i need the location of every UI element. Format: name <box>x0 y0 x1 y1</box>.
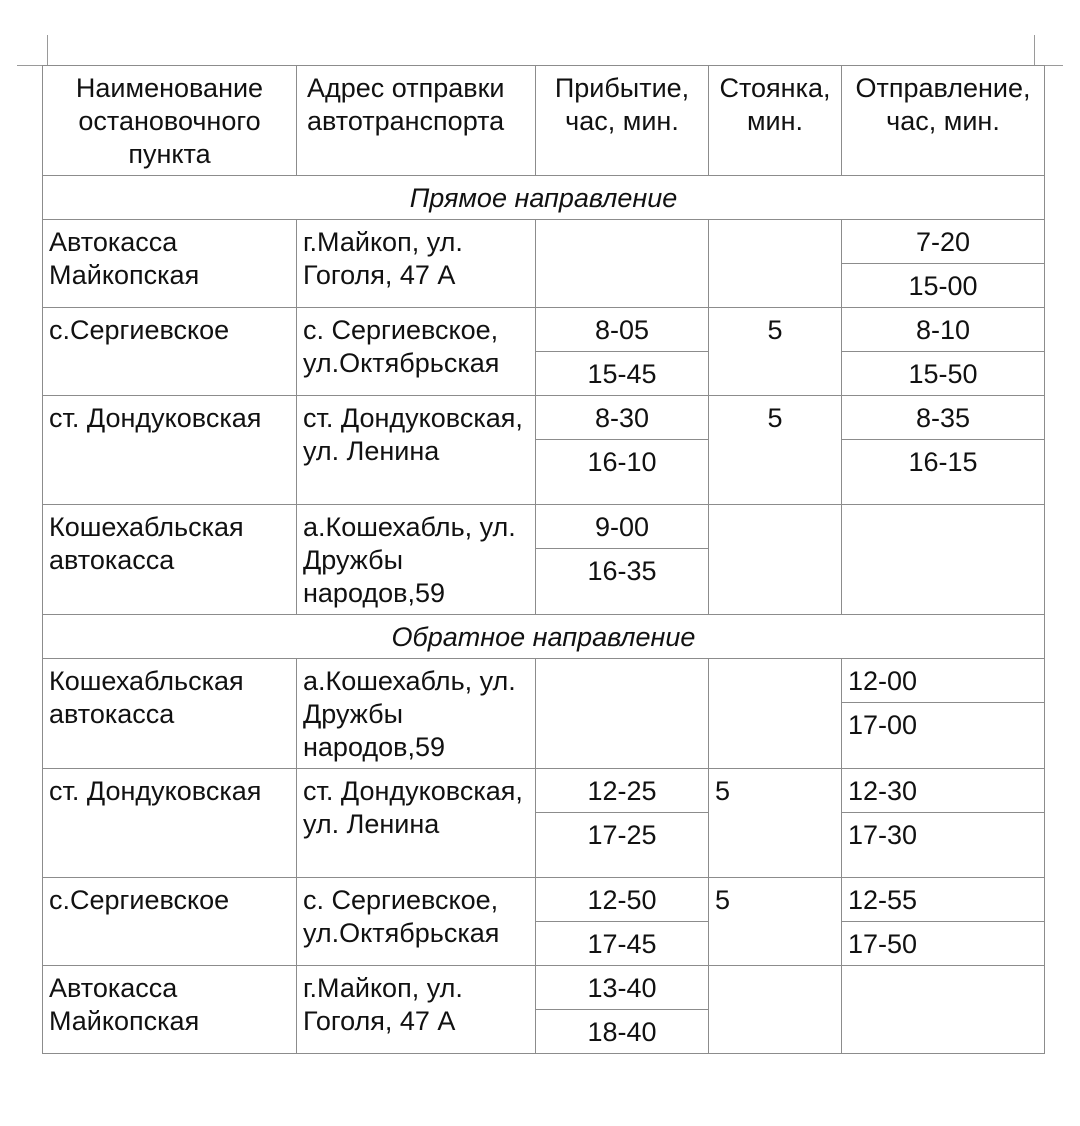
stop-address: с. Сергиевское, ул.Октябрьская <box>297 308 536 396</box>
departure-time: 17-00 <box>842 703 1045 769</box>
header-arrival: Прибытие, час, мин. <box>536 66 709 176</box>
arrival-time: 18-40 <box>536 1010 709 1054</box>
stop-name: ст. Дондуковская <box>43 396 297 505</box>
stop-name: Кошехабльская автокасса <box>43 659 297 769</box>
table-row <box>43 220 1045 264</box>
stop-address: с. Сергиевское, ул.Октябрьская <box>297 878 536 966</box>
stay-minutes <box>709 220 842 308</box>
arrival-time <box>536 659 709 769</box>
stay-minutes: 5 <box>709 769 842 878</box>
table-row <box>43 308 1045 352</box>
stop-address: а.Кошехабль, ул. Дружбы народов,59 <box>297 659 536 769</box>
header-stop: Наименование остановочного пункта <box>43 66 297 176</box>
crop-mark-top-left-vertical <box>47 35 48 66</box>
departure-time: 12-30 <box>842 769 1045 813</box>
table-row <box>43 659 1045 703</box>
stop-address: а.Кошехабль, ул. Дружбы народов,59 <box>297 505 536 615</box>
stop-name: ст. Дондуковская <box>43 769 297 878</box>
arrival-time: 15-45 <box>536 352 709 396</box>
section-row-backward <box>43 615 1045 659</box>
stay-minutes: 5 <box>709 308 842 396</box>
departure-time: 15-50 <box>842 352 1045 396</box>
table-row <box>43 966 1045 1010</box>
arrival-time: 17-25 <box>536 813 709 878</box>
stay-minutes: 5 <box>709 396 842 505</box>
header-stay: Стоянка, мин. <box>709 66 842 176</box>
arrival-time: 8-30 <box>536 396 709 440</box>
header-row <box>43 66 1045 176</box>
header-departure: Отправление, час, мин. <box>842 66 1045 176</box>
table-row <box>43 396 1045 440</box>
stop-address: ст. Дондуковская, ул. Ленина <box>297 396 536 505</box>
stop-address: г.Майкоп, ул. Гоголя, 47 А <box>297 966 536 1054</box>
arrival-time: 13-40 <box>536 966 709 1010</box>
departure-time: 16-15 <box>842 440 1045 505</box>
departure-time <box>842 966 1045 1054</box>
departure-time: 12-00 <box>842 659 1045 703</box>
departure-time: 8-35 <box>842 396 1045 440</box>
section-row-forward <box>43 176 1045 220</box>
arrival-time: 17-45 <box>536 922 709 966</box>
crop-mark-top-right-vertical <box>1034 35 1035 66</box>
arrival-time: 16-35 <box>536 549 709 615</box>
arrival-time: 12-50 <box>536 878 709 922</box>
departure-time <box>842 505 1045 615</box>
departure-time: 17-30 <box>842 813 1045 878</box>
schedule-table <box>42 65 1045 1054</box>
arrival-time: 12-25 <box>536 769 709 813</box>
stop-address: г.Майкоп, ул. Гоголя, 47 А <box>297 220 536 308</box>
table-row <box>43 878 1045 922</box>
section-title-backward: Обратное направление <box>43 615 1045 659</box>
stay-minutes <box>709 505 842 615</box>
section-title-forward: Прямое направление <box>43 176 1045 220</box>
departure-time: 7-20 <box>842 220 1045 264</box>
stop-name: Кошехабльская автокасса <box>43 505 297 615</box>
stop-name: Автокасса Майкопская <box>43 220 297 308</box>
departure-time: 17-50 <box>842 922 1045 966</box>
arrival-time: 9-00 <box>536 505 709 549</box>
departure-time: 8-10 <box>842 308 1045 352</box>
stop-name: Автокасса Майкопская <box>43 966 297 1054</box>
stop-name: с.Сергиевское <box>43 308 297 396</box>
stay-minutes: 5 <box>709 878 842 966</box>
stay-minutes <box>709 966 842 1054</box>
stop-name: с.Сергиевское <box>43 878 297 966</box>
arrival-time: 16-10 <box>536 440 709 505</box>
table-row <box>43 505 1045 549</box>
stay-minutes <box>709 659 842 769</box>
departure-time: 12-55 <box>842 878 1045 922</box>
departure-time: 15-00 <box>842 264 1045 308</box>
stop-address: ст. Дондуковская, ул. Ленина <box>297 769 536 878</box>
header-address: Адрес отправки автотранспорта <box>297 66 536 176</box>
table-row <box>43 769 1045 813</box>
arrival-time <box>536 220 709 308</box>
arrival-time: 8-05 <box>536 308 709 352</box>
